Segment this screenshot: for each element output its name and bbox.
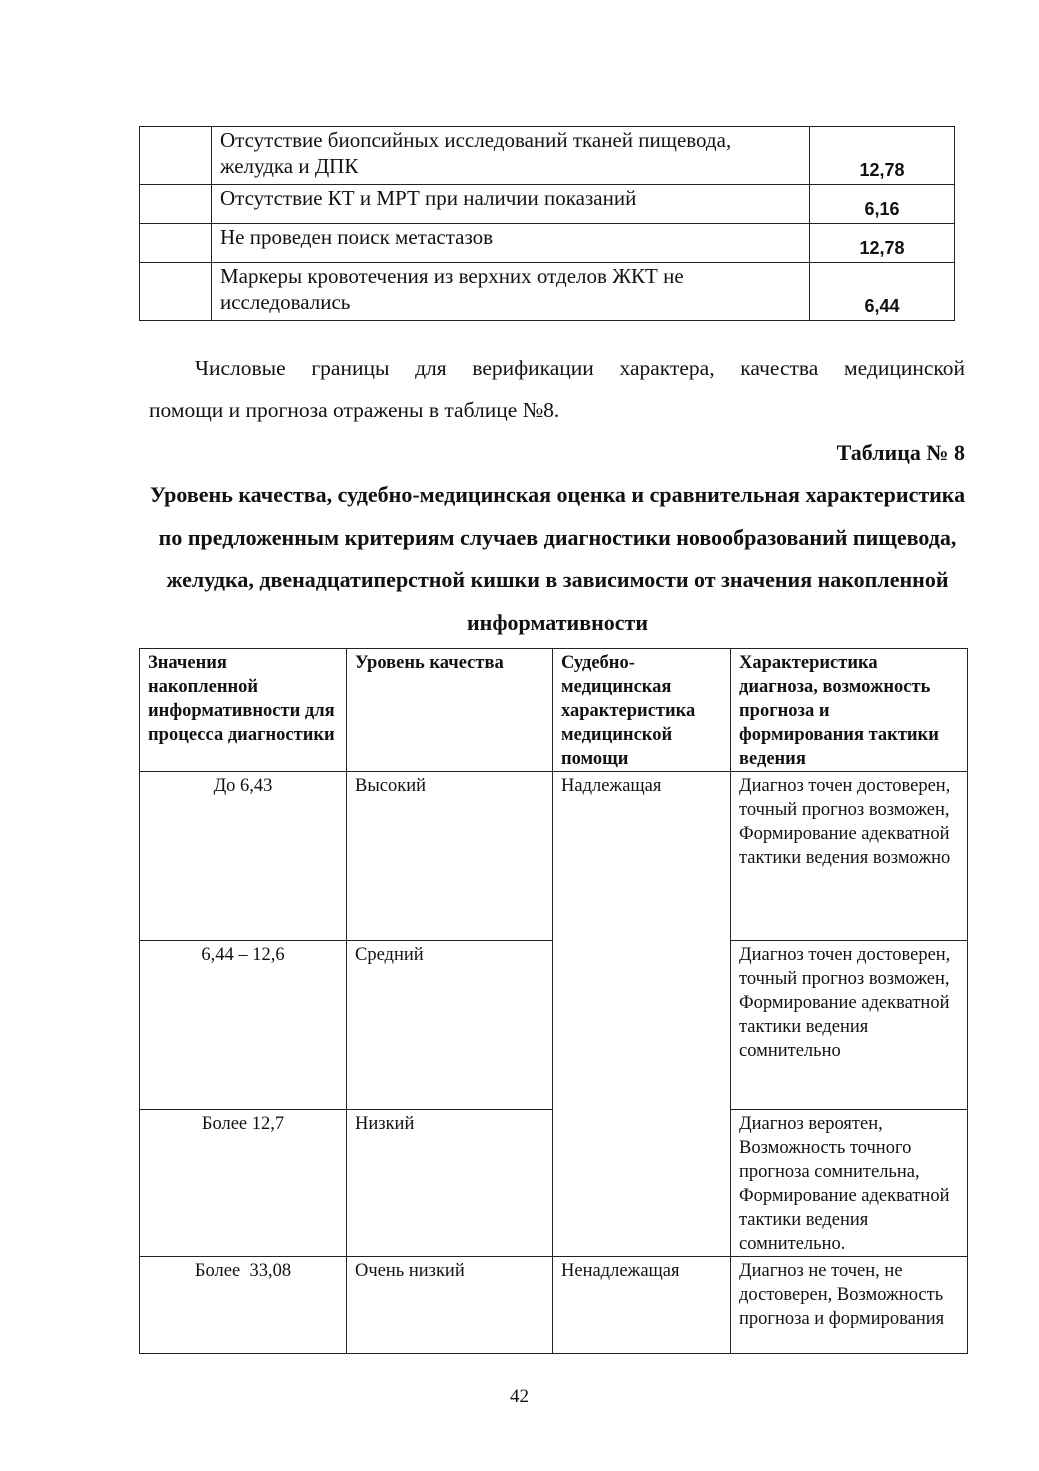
table-header-row: [140, 649, 968, 772]
criterion-text: Маркеры кровотечения из верхних отделов ЖКТ не исследовались: [212, 263, 810, 321]
info-value-cell: 6,44 – 12,6: [140, 941, 347, 1110]
info-value-cell: Более 33,08: [140, 1257, 347, 1354]
table-number: Таблица № 8: [836, 440, 965, 465]
table-caption: Уровень качества, судебно-медицинская оценка и сравнительная характеристика по предложенным критериям случаев диагностики новообразований пищевода, желудка, двенадцатиперстной кишки в зависимости от значения накопленной информативности: [149, 482, 966, 635]
assessment-cell: Ненадлежащая: [553, 1257, 731, 1354]
empty-cell: [140, 224, 212, 263]
quality-table: [139, 648, 968, 1354]
quality-level-cell: Высокий: [347, 772, 553, 941]
quality-level-cell: Низкий: [347, 1110, 553, 1257]
criterion-value: 12,78: [810, 127, 955, 185]
table-row: [140, 1257, 968, 1354]
criterion-value: 12,78: [810, 224, 955, 263]
table-row: [140, 185, 955, 224]
paragraph-line-2: помощи и прогноза отражены в таблице №8.: [149, 398, 560, 422]
characteristic-cell: Диагноз вероятен, Возможность точного прогноза сомнительна, Формирование адекватной тактики ведения сомнительно.: [731, 1110, 968, 1257]
assessment-cell: Надлежащая: [553, 772, 731, 1257]
characteristic-cell: Диагноз не точен, не достоверен, Возможность прогноза и формирования: [731, 1257, 968, 1354]
column-header: Значения накопленной информативности для процесса диагностики: [140, 649, 347, 772]
column-header: Судебно-медицинская характеристика медицинской помощи: [553, 649, 731, 772]
criterion-text: Отсутствие КТ и МРТ при наличии показаний: [212, 185, 810, 224]
criterion-value: 6,16: [810, 185, 955, 224]
characteristic-cell: Диагноз точен достоверен, точный прогноз возможен, Формирование адекватной тактики ведения сомнительно: [731, 941, 968, 1110]
table-row: [140, 772, 968, 941]
paragraph-line-1: Числовые границы для верификации характера, качества медицинской: [195, 356, 965, 380]
page-number: 42: [510, 1386, 529, 1407]
table-row: [140, 224, 955, 263]
criterion-value: 6,44: [810, 263, 955, 321]
empty-cell: [140, 127, 212, 185]
info-value-cell: Более 12,7: [140, 1110, 347, 1257]
empty-cell: [140, 185, 212, 224]
table-row: [140, 127, 955, 185]
table-row: [140, 263, 955, 321]
info-value-cell: До 6,43: [140, 772, 347, 941]
quality-level-cell: Средний: [347, 941, 553, 1110]
empty-cell: [140, 263, 212, 321]
column-header: Характеристика диагноза, возможность прогноза и формирования тактики ведения: [731, 649, 968, 772]
column-header: Уровень качества: [347, 649, 553, 772]
criterion-text: Не проведен поиск метастазов: [212, 224, 810, 263]
characteristic-cell: Диагноз точен достоверен, точный прогноз возможен, Формирование адекватной тактики ведения возможно: [731, 772, 968, 941]
criterion-text: Отсутствие биопсийных исследований тканей пищевода, желудка и ДПК: [212, 127, 810, 185]
quality-level-cell: Очень низкий: [347, 1257, 553, 1354]
criteria-table: [139, 126, 955, 321]
